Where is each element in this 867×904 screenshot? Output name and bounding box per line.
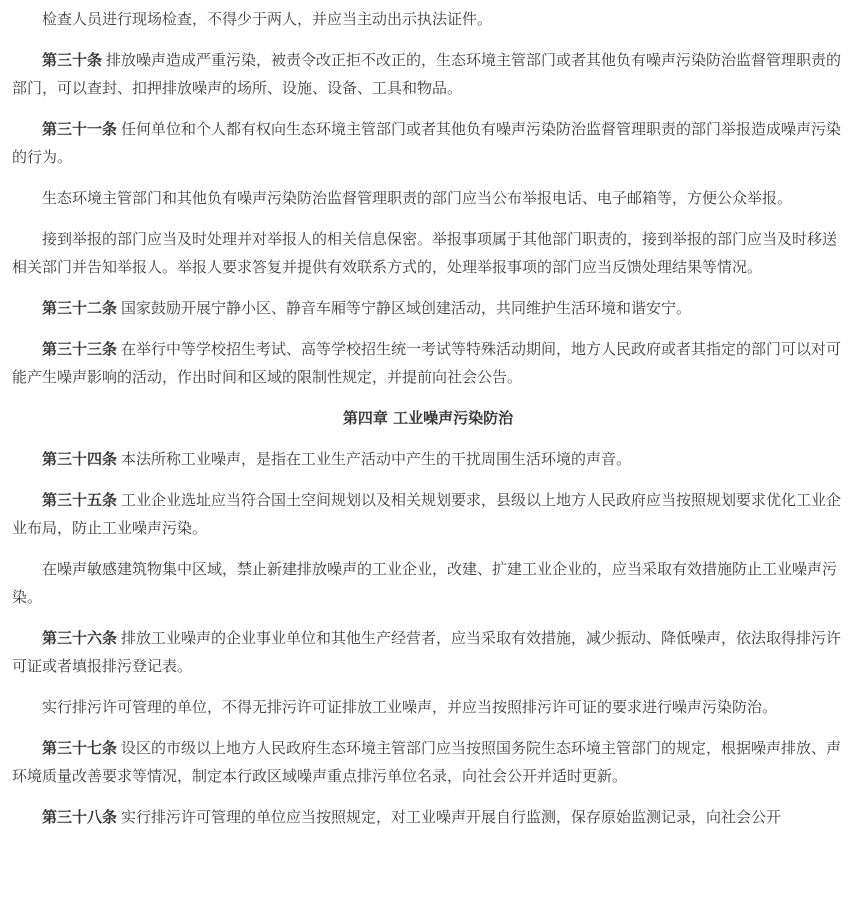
paragraph: [12, 46, 844, 102]
paragraph-text: 任何单位和个人都有权向生态环境主管部门或者其他负有噪声污染防治监督管理职责的部门举报造成噪声污染的行为。: [12, 120, 842, 166]
paragraph-text: 设区的市级以上地方人民政府生态环境主管部门应当按照国务院生态环境主管部门的规定，根据噪声排放、声环境质量改善要求等情况，制定本行政区域噪声重点排污单位名录，向社会公开并适时更新。: [12, 739, 842, 785]
paragraph-text: 接到举报的部门应当及时处理并对举报人的相关信息保密。举报事项属于其他部门职责的，接到举报的部门应当及时移送相关部门并告知举报人。举报人要求答复并提供有效联系方式的，处理举报事项的部门应当反馈处理结果等情况。: [12, 230, 838, 276]
paragraph: [12, 445, 844, 473]
paragraph: [12, 734, 844, 790]
article-number: 第三十二条: [42, 299, 118, 317]
article-number: 第三十一条: [42, 120, 118, 138]
paragraph: [12, 335, 844, 391]
paragraph-text: 排放工业噪声的企业事业单位和其他生产经营者，应当采取有效措施，减少振动、降低噪声，依法取得排污许可证或者填报排污登记表。: [12, 629, 842, 675]
paragraph-text: 本法所称工业噪声，是指在工业生产活动中产生的干扰周围生活环境的声音。: [121, 450, 632, 468]
article-number: 第三十五条: [42, 491, 118, 509]
article-number: 第三十七条: [42, 739, 118, 757]
article-number: 第三十八条: [42, 808, 118, 826]
paragraph: [12, 486, 844, 542]
article-number: 第三十条: [42, 51, 103, 69]
article-number: 第三十六条: [42, 629, 118, 647]
article-number: 第三十四条: [42, 450, 118, 468]
paragraph: [12, 184, 844, 212]
chapter-title: 第四章 工业噪声污染防治: [342, 409, 514, 427]
document-body: [12, 0, 844, 831]
paragraph-text: 国家鼓励开展宁静小区、静音车厢等宁静区域创建活动，共同维护生活环境和谐安宁。: [121, 299, 692, 317]
paragraph: [12, 555, 844, 611]
paragraph: [12, 294, 844, 322]
paragraph: [12, 693, 844, 721]
paragraph-text: 在噪声敏感建筑物集中区域，禁止新建排放噪声的工业企业，改建、扩建工业企业的，应当采取有效措施防止工业噪声污染。: [12, 560, 838, 606]
paragraph: [12, 803, 844, 831]
paragraph-text: 实行排污许可管理的单位应当按照规定，对工业噪声开展自行监测，保存原始监测记录，向社会公开: [121, 808, 782, 826]
paragraph-text: 实行排污许可管理的单位，不得无排污许可证排放工业噪声，并应当按照排污许可证的要求进行噪声污染防治。: [42, 698, 778, 716]
article-number: 第三十三条: [42, 340, 118, 358]
paragraph-text: 生态环境主管部门和其他负有噪声污染防治监督管理职责的部门应当公布举报电话、电子邮箱等，方便公众举报。: [42, 189, 793, 207]
paragraph-text: 工业企业选址应当符合国土空间规划以及相关规划要求，县级以上地方人民政府应当按照规划要求优化工业企业布局，防止工业噪声污染。: [12, 491, 842, 537]
paragraph: [12, 225, 844, 281]
paragraph-text: 排放噪声造成严重污染，被责令改正拒不改正的，生态环境主管部门或者其他负有噪声污染防治监督管理职责的部门，可以查封、扣押排放噪声的场所、设施、设备、工具和物品。: [12, 51, 842, 97]
paragraph: [12, 5, 844, 33]
paragraph-text: 检查人员进行现场检查，不得少于两人，并应当主动出示执法证件。: [42, 10, 493, 28]
paragraph: [12, 624, 844, 680]
paragraph-text: 在举行中等学校招生考试、高等学校招生统一考试等特殊活动期间，地方人民政府或者其指定的部门可以对可能产生噪声影响的活动，作出时间和区域的限制性规定，并提前向社会公告。: [12, 340, 842, 386]
paragraph: [12, 115, 844, 171]
